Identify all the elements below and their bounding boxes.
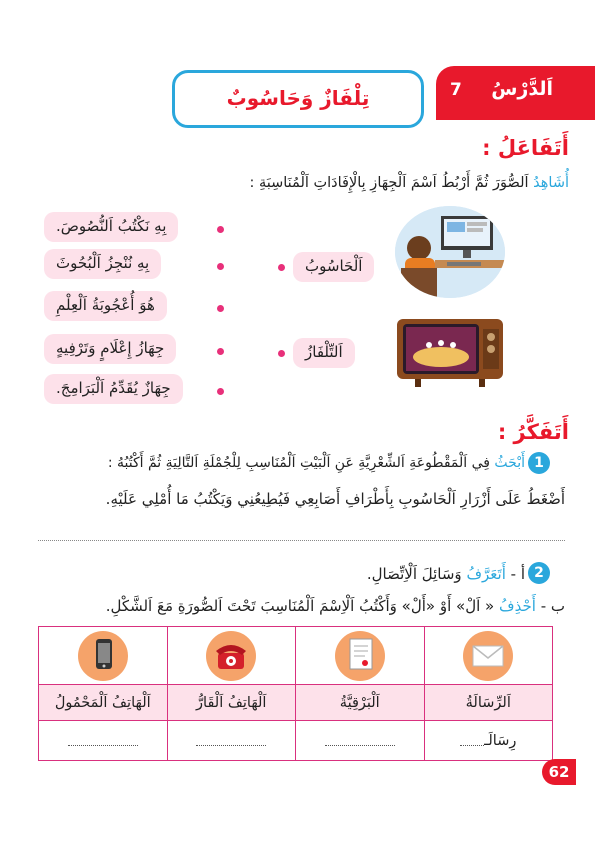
answer-cell[interactable]	[424, 721, 553, 761]
icon-cell	[424, 627, 553, 685]
question-2b-verb: أَحْذِفُ	[499, 597, 536, 615]
answer-example: رِسَالَـ	[484, 732, 517, 749]
interact-verb: أُشَاهِدُ	[533, 175, 569, 191]
device-computer[interactable]: اَلْحَاسُوبُ	[293, 252, 374, 282]
question-2a-prefix: أ -	[510, 565, 525, 583]
icon-cell	[167, 627, 296, 685]
statement-dot[interactable]	[217, 263, 224, 270]
answer-dots	[68, 736, 138, 746]
answer-cell[interactable]	[167, 721, 296, 761]
question-2a-verb: أَتَعَرَّفُ	[466, 565, 506, 583]
communication-table	[38, 626, 553, 761]
communication-name: اَلْبَرْقِيَّةُ	[296, 685, 425, 721]
lesson-tab	[436, 66, 595, 120]
statement-item[interactable]: بِهِ نُنْجِزُ اَلْبُحُوثَ	[44, 249, 161, 279]
device-television[interactable]: اَلتِّلْفَازُ	[293, 338, 355, 368]
statement-dot[interactable]	[217, 348, 224, 355]
interact-instruction-text: اَلصُّوَرَ ثُمَّ أَرْبُطُ اَسْمَ اَلْجِهَازِ بِالْإِفَادَاتِ اَلْمُنَاسِبَةِ :	[249, 175, 529, 191]
page-number: 62	[542, 759, 576, 785]
lesson-label: اَلدَّرْسُ	[491, 78, 553, 100]
question-1-instruction: فِي اَلْمَقْطُوعَةِ اَلشِّعْرِيَّةِ عَنِ اَلْبَيْتِ اَلْمُنَاسِبِ لِلْجُمْلَةِ اَلتَّالِيَةِ ثُمَّ أَكْتُبُهُ :	[107, 455, 490, 471]
lesson-title: تِلْفَازٌ وَحَاسُوبٌ	[226, 86, 370, 110]
interact-instruction	[249, 175, 569, 191]
icon-cell	[39, 627, 168, 685]
question-2b-text: « اَلْ» أَوْ «أَلْ» وَأَكْتُبُ اَلْاِسْمَ اَلْمُنَاسِبَ تَحْتَ اَلصُّورَةِ مَعَ اَلشَّكْلِ.	[105, 597, 495, 615]
interact-heading: أَتَفَاعَلُ :	[482, 136, 569, 160]
icon-cell	[296, 627, 425, 685]
communication-name: اَلرِّسَالَةُ	[424, 685, 553, 721]
telegram-paper-icon	[335, 631, 385, 681]
think-heading: أَتَفَكَّرُ :	[497, 420, 569, 444]
television-image	[395, 313, 505, 389]
communication-name: اَلْهَاتِفُ اَلْقَارُّ	[167, 685, 296, 721]
landline-phone-icon	[206, 631, 256, 681]
statement-dot[interactable]	[217, 388, 224, 395]
lesson-number: 7	[450, 80, 462, 100]
question-1-sentence: أَضْغَطُ عَلَى أَزْرَارِ اَلْحَاسُوبِ بِأَطْرَافِ أَصَابِعِي فَيُطِيعُنِي وَيَكْتُبُ مَا أُمْلِي عَلَيْهِ.	[105, 490, 565, 508]
statement-item[interactable]: بِهِ نَكْتُبُ اَلنُّصُوصَ.	[44, 212, 178, 242]
question-1-verb: أَبْحَثُ	[494, 455, 525, 471]
statement-item[interactable]: جِهَازٌ يُقَدِّمُ اَلْبَرَامِجَ.	[44, 374, 183, 404]
answer-dots	[325, 736, 395, 746]
answer-dots	[460, 736, 484, 746]
question-2a-text: وَسَائِلَ اَلْاِتِّصَالِ.	[366, 565, 462, 583]
question-2-number: 2	[528, 562, 550, 584]
envelope-icon	[463, 631, 513, 681]
mobile-phone-icon	[78, 631, 128, 681]
computer-image	[395, 206, 505, 298]
device-television-dot[interactable]	[278, 350, 285, 357]
statement-item[interactable]: جِهَازُ إِعْلَامٍ وَتَرْفِيهٍ	[44, 334, 176, 364]
question-1-text	[108, 455, 525, 471]
communication-name: اَلْهَاتِفُ اَلْمَحْمُولُ	[39, 685, 168, 721]
answer-dotted-line[interactable]	[38, 540, 565, 541]
question-2a	[367, 565, 525, 583]
statement-item[interactable]: هُوَ أُعْجُوبَةُ اَلْعِلْمِ	[44, 291, 167, 321]
answer-cell[interactable]	[296, 721, 425, 761]
answer-dots	[196, 736, 266, 746]
question-1-number: 1	[528, 452, 550, 474]
statement-dot[interactable]	[217, 226, 224, 233]
device-computer-dot[interactable]	[278, 264, 285, 271]
question-2b-prefix: ب -	[540, 597, 565, 615]
lesson-title-box	[172, 70, 424, 128]
statement-dot[interactable]	[217, 305, 224, 312]
answer-cell[interactable]	[39, 721, 168, 761]
question-2b	[106, 597, 565, 615]
